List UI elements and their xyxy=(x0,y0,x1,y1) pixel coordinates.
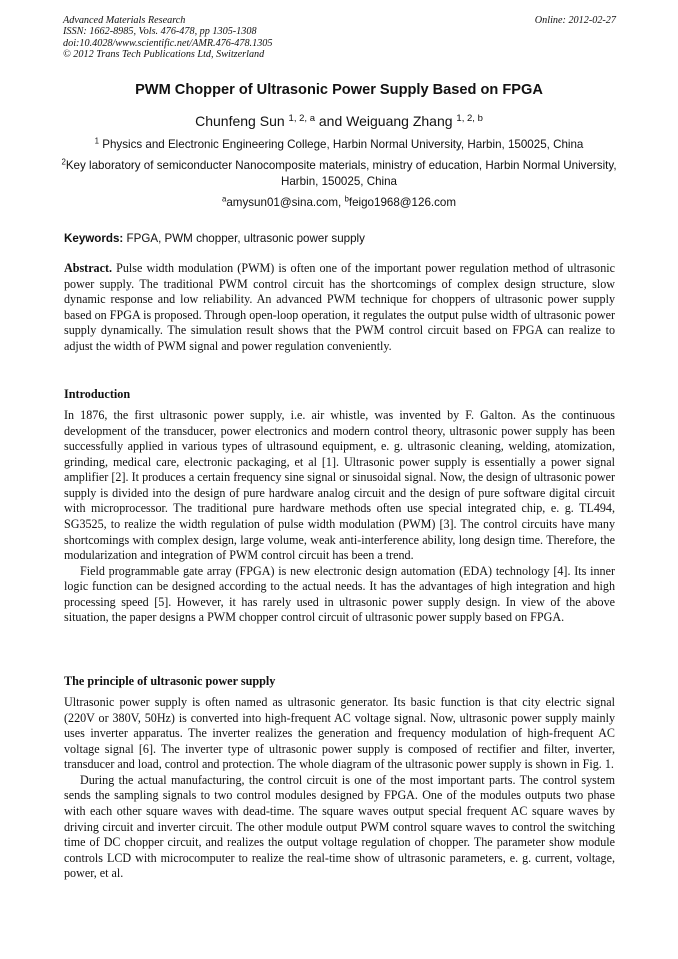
email-a[interactable]: amysun01@sina.com, xyxy=(226,196,345,209)
introduction-body xyxy=(64,408,615,626)
email-line xyxy=(60,195,618,211)
principle-paragraph-1: Ultrasonic power supply is often named as ultrasonic generator. Its basic function is that city electric signal (220V or 380V, 50Hz) is converted into high-frequent AC voltage signal. Now, ultrasonic power supply mainly uses inverter apparatus. The inverter realizes the generation and frequency modulation of high-frequent AC voltage signal [6]. The inverter type of ultrasonic power supply is composed of rectifier and filter, inverter, transducer and load, control and protection. The whole diagram of the ultrasonic power supply is shown in Fig. 1. xyxy=(64,695,615,772)
keywords-label: Keywords: xyxy=(64,232,124,245)
author-2-affiliation: 1, 2, b xyxy=(456,112,483,124)
abstract-label: Abstract. xyxy=(64,261,113,275)
principle-heading: The principle of ultrasonic power supply xyxy=(64,674,276,688)
affiliation-2 xyxy=(60,158,618,189)
abstract-text: Pulse width modulation (PWM) is often one of the important power regulation method of ultrasonic power supply. The traditional PWM control circuit has the shortcomings of complex design structure, slow dynamic response and low reliability. An advanced PWM technique for choppers of ultrasonic power supply based on FPGA is proposed. Through open-loop operation, it regulates the output pulse width of ultrasonic power supply dynamically. The simulation result shows that the PWM control circuit based on FPGA can realize to adjust the width of PWM signal and power regulation conveniently. xyxy=(64,261,615,353)
journal-copyright: © 2012 Trans Tech Publications Ltd, Switzerland xyxy=(63,49,265,61)
introduction-paragraph-1: In 1876, the first ultrasonic power supply, i.e. air whistle, was invented by F. Galton. As the continuous development of the transducer, power electronics and modern control theory, ultrasonic power supply has been successfully applied in various types of ultrasound equipment, e. g. ultrasonic cleaning, welding, atomization, grinding, medical care, electronic packaging, et al [1]. Ultrasonic power supply is essentially a power signal amplifier [2]. It produces a certain frequency sine signal or sinusoidal signal. Now, the design of ultrasonic power supply is divided into the design of pure hardware analog circuit and the design of pure software digital circuit with microprocessor. The traditional pure hardware methods often use special integrated chip, e. g. TL494, SG3525, to realize the width regulation of pulse width modulation (PWM) [3]. The control circuits have many shortcomings with complex design, large volume, weak anti-interference ability, long design time. Therefore, the modularization and integration of PWM control circuit has been a trend. xyxy=(64,408,615,563)
principle-paragraph-2: During the actual manufacturing, the control circuit is one of the most important parts. The control system sends the sampling signals to two control modules designed by FPGA. One of the modules outputs two phase with each other square waves with dead-time. The square waves output special frequent AC square waves by driving circuit and inverter circuit. The other module output PWM control square waves to control the switching time of DC chopper circuit, and realizes the output voltage regulation of chopper. The parameter show module controls LCD with microcomputer to realize the real-time show of ultrasonic parameters, e. g. current, voltage, power, et al. xyxy=(64,772,615,881)
email-a-marker: a xyxy=(221,194,227,204)
keywords xyxy=(64,232,616,245)
keywords-text: FPGA, PWM chopper, ultrasonic power supply xyxy=(123,232,365,245)
principle-body xyxy=(64,695,615,882)
affiliation-1-marker: 1 xyxy=(94,136,99,146)
journal-header xyxy=(63,15,616,61)
introduction-heading: Introduction xyxy=(64,387,131,401)
affiliation-1-text: Physics and Electronic Engineering College, Harbin Normal University, Harbin, 150025, China xyxy=(99,138,584,151)
abstract xyxy=(64,261,615,354)
abstract-paragraph xyxy=(64,261,615,354)
email-b-marker: b xyxy=(344,194,349,204)
affiliation-2-text: Key laboratory of semiconducter Nanocomposite materials, ministry of education, Harbin Normal University, Harbin, 150025, China xyxy=(65,159,617,188)
journal-doi: doi:10.4028/www.scientific.net/AMR.476-478.1305 xyxy=(63,37,273,49)
author-1: Chunfeng Sun xyxy=(195,113,285,129)
journal-issn: ISSN: 1662-8985, Vols. 476-478, pp 1305-1308 xyxy=(63,26,257,38)
author-line xyxy=(20,113,658,129)
author-2: Weiguang Zhang xyxy=(346,113,453,129)
author-1-affiliation: 1, 2, a xyxy=(288,112,315,124)
affiliation-2-marker: 2 xyxy=(61,157,66,167)
email-b[interactable]: feigo1968@126.com xyxy=(348,196,457,209)
journal-name: Advanced Materials Research xyxy=(63,15,186,26)
author-conjunction: and xyxy=(315,113,347,129)
paper-title: PWM Chopper of Ultrasonic Power Supply Based on FPGA xyxy=(135,82,543,98)
introduction-paragraph-2: Field programmable gate array (FPGA) is new electronic design automation (EDA) technology [4]. Its inner logic function can be designed according to the actual needs. It has the advantages of high integration and high processing speed [5]. However, it has rarely used in ultrasonic power supply design. In view of the above situation, the paper designs a PWM chopper control circuit of ultrasonic power supply based on FPGA. xyxy=(64,563,615,625)
online-date: Online: 2012-02-27 xyxy=(534,15,616,26)
affiliation-1 xyxy=(60,137,618,153)
